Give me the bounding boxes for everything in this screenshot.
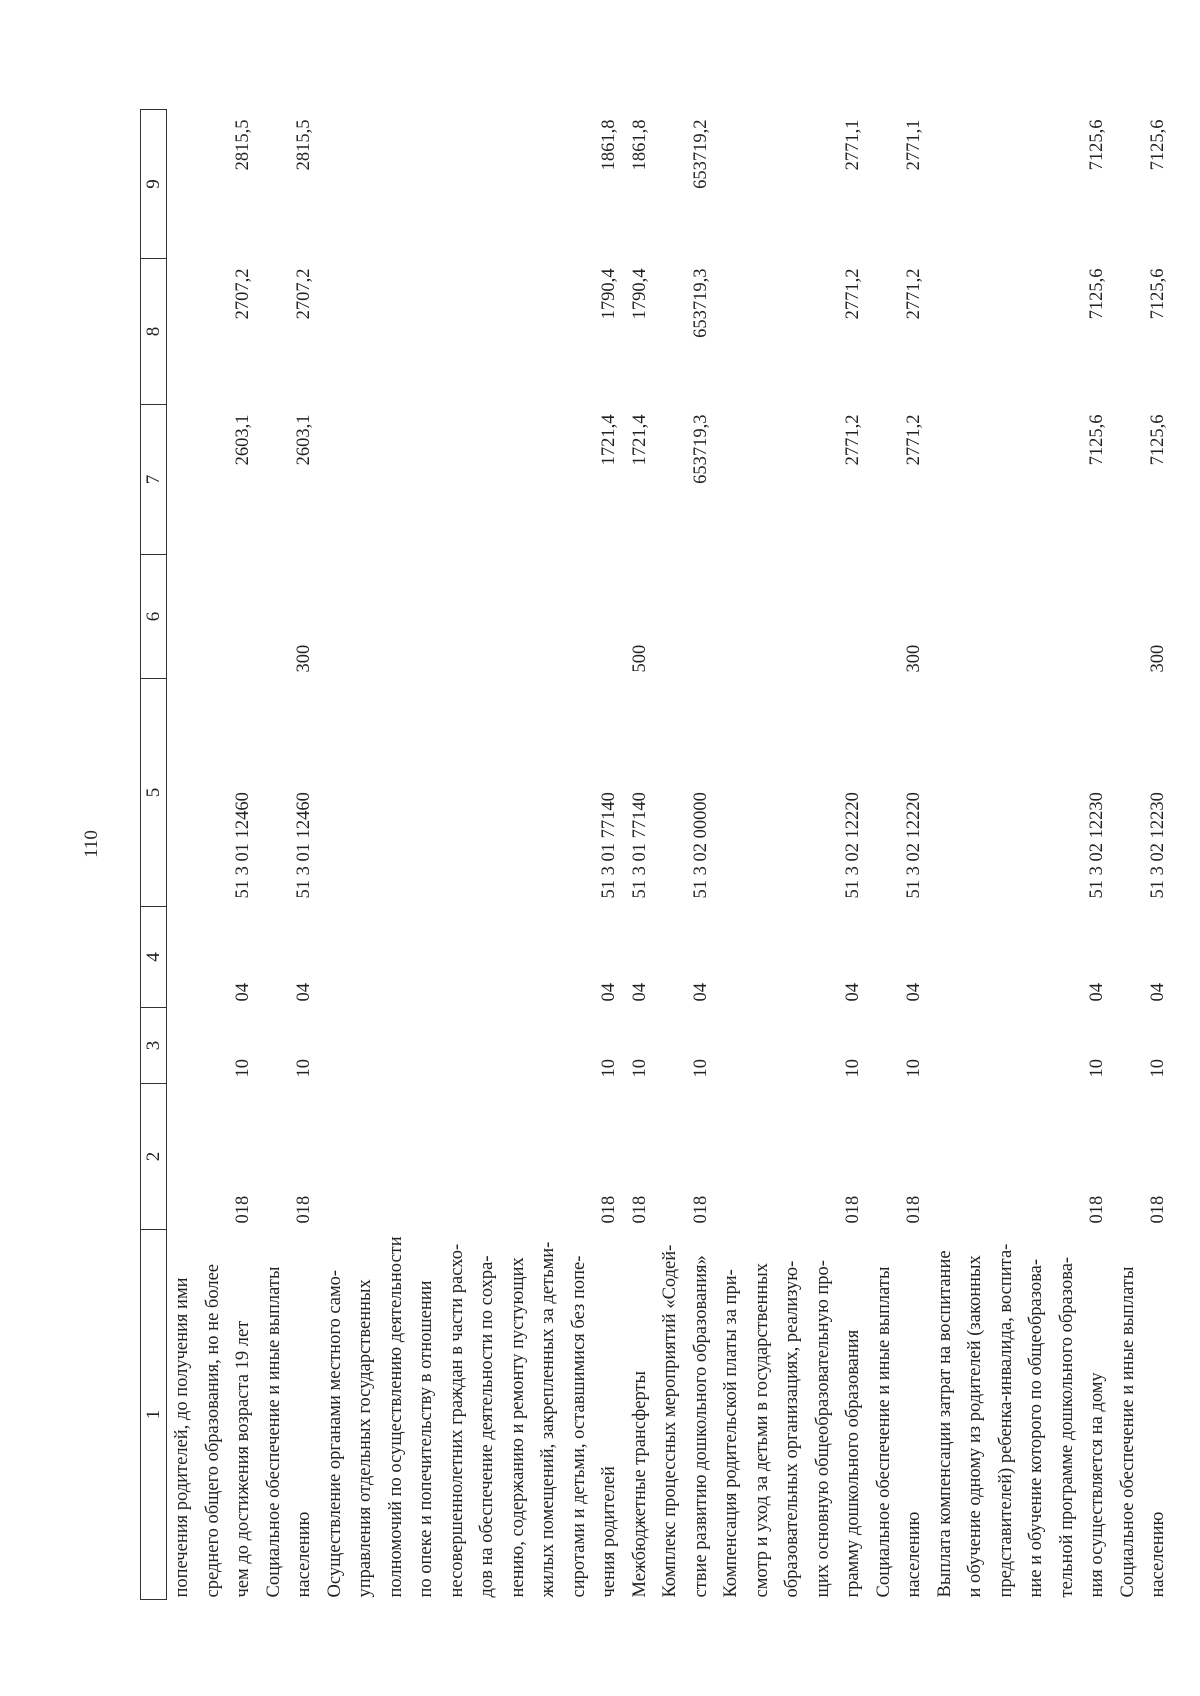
description-line: Социальное обеспечение и иные выплаты bbox=[263, 1266, 284, 1598]
cell-section: 10 bbox=[1087, 1059, 1107, 1078]
cell-target-article: 51 3 01 12460 bbox=[233, 792, 253, 899]
cell-section: 10 bbox=[1148, 1059, 1168, 1078]
cell-year-3: 1861,8 bbox=[599, 119, 619, 171]
header-row bbox=[141, 110, 167, 1600]
cell-section: 10 bbox=[599, 1059, 619, 1078]
cell-year-1: 7125,6 bbox=[1148, 414, 1168, 466]
cell-subsection: 04 bbox=[1148, 983, 1168, 1002]
cell-description bbox=[167, 1230, 259, 1600]
cell-expense-type: 300 bbox=[904, 644, 924, 673]
table-row bbox=[167, 110, 259, 1600]
cell-year-1: 7125,6 bbox=[1087, 414, 1107, 466]
cell-expense-type bbox=[655, 555, 716, 679]
cell-description bbox=[655, 1230, 716, 1600]
description-line: попечения родителей, до получения ими bbox=[172, 1277, 192, 1598]
cell-year-1: 2603,1 bbox=[294, 414, 314, 466]
cell-section: 10 bbox=[294, 1059, 314, 1078]
description-line: полномочий по осуществлению деятельности bbox=[385, 1236, 406, 1598]
table-row bbox=[655, 110, 716, 1600]
cell-description bbox=[716, 1230, 869, 1600]
cell-year-2: 2771,2 bbox=[843, 268, 863, 320]
cell-target-article: 51 3 02 12220 bbox=[843, 792, 863, 899]
cell-year-3: 2815,5 bbox=[294, 119, 314, 171]
header-col-7: 7 bbox=[141, 405, 167, 555]
cell-description bbox=[930, 1230, 1113, 1600]
rotated-table-container bbox=[140, 110, 1168, 1600]
description-line: по опеке и попечительству в отношении bbox=[416, 1280, 436, 1598]
cell-subsection: 04 bbox=[294, 983, 314, 1002]
cell-year-1: 1721,4 bbox=[629, 414, 650, 466]
cell-target-article: 51 3 02 00000 bbox=[690, 792, 711, 899]
description-line: нению, содержанию и ремонту пустующих bbox=[507, 1257, 528, 1598]
description-line: чем до достижения возраста 19 лет bbox=[233, 1320, 253, 1598]
cell-section: 10 bbox=[629, 1059, 650, 1078]
cell-target-article: 51 3 01 77140 bbox=[599, 792, 619, 899]
cell-section: 10 bbox=[233, 1059, 253, 1078]
description-line: Выплата компенсации затрат на воспитание bbox=[934, 1250, 955, 1598]
header-col-8: 8 bbox=[141, 259, 167, 405]
cell-admin-code: 018 bbox=[294, 1195, 314, 1224]
cell-target-article: 51 3 01 12460 bbox=[294, 792, 314, 899]
cell-subsection: 04 bbox=[904, 983, 924, 1002]
cell-admin-code: 018 bbox=[629, 1195, 650, 1224]
cell-expense-type: 500 bbox=[629, 644, 650, 673]
header-col-2: 2 bbox=[141, 1084, 167, 1230]
description-line: жилых помещений, закрепленных за детьми- bbox=[538, 1241, 558, 1598]
description-line: и обучение одному из родителей (законных bbox=[965, 1255, 985, 1598]
budget-table bbox=[140, 109, 1174, 1600]
cell-year-2: 1790,4 bbox=[599, 268, 619, 320]
cell-subsection: 04 bbox=[690, 983, 711, 1002]
cell-admin-code: 018 bbox=[1087, 1195, 1107, 1224]
description-line: населению bbox=[294, 1511, 314, 1598]
description-line: ние и обучение которого по общеобразова- bbox=[1026, 1258, 1046, 1598]
description-line: Компенсация родительской платы за при- bbox=[721, 1269, 741, 1598]
cell-year-2: 2771,2 bbox=[904, 268, 924, 320]
header-col-1: 1 bbox=[141, 1230, 167, 1600]
description-line: представителей) ребенка-инвалида, воспита- bbox=[995, 1243, 1016, 1598]
table-row bbox=[930, 110, 1113, 1600]
cell-subsection: 04 bbox=[629, 983, 650, 1002]
header-col-6: 6 bbox=[141, 555, 167, 679]
description-line: среднего общего образования, но не более bbox=[202, 1264, 223, 1598]
description-line: ствие развитию дошкольного образования» bbox=[690, 1255, 711, 1598]
cell-expense-type bbox=[930, 555, 1113, 679]
description-line: чения родителей bbox=[599, 1466, 619, 1598]
cell-subsection: 04 bbox=[599, 983, 619, 1002]
cell-year-1: 653719,3 bbox=[690, 414, 711, 484]
cell-year-1: 2603,1 bbox=[233, 414, 253, 466]
table-row bbox=[625, 110, 656, 1600]
header-col-4: 4 bbox=[141, 907, 167, 1008]
header-col-3: 3 bbox=[141, 1008, 167, 1084]
cell-year-3: 2815,5 bbox=[233, 119, 253, 171]
cell-target-article: 51 3 02 12230 bbox=[1087, 792, 1107, 899]
table-row bbox=[320, 110, 625, 1600]
cell-expense-type bbox=[320, 555, 625, 679]
description-line: Комплекс процессных мероприятий «Содей- bbox=[660, 1244, 680, 1598]
description-line: управления отдельных государственных bbox=[355, 1279, 375, 1598]
cell-subsection: 04 bbox=[233, 983, 253, 1002]
description-line: дов на обеспечение деятельности по сохра- bbox=[477, 1255, 497, 1598]
table-row bbox=[1113, 110, 1174, 1600]
cell-year-3: 2771,1 bbox=[843, 119, 863, 171]
cell-year-2: 7125,6 bbox=[1148, 268, 1168, 320]
cell-admin-code: 018 bbox=[690, 1195, 711, 1224]
cell-subsection: 04 bbox=[1087, 983, 1107, 1002]
cell-section: 10 bbox=[690, 1059, 711, 1078]
cell-year-2: 7125,6 bbox=[1087, 268, 1107, 320]
cell-year-3: 2771,1 bbox=[904, 119, 924, 171]
cell-expense-type bbox=[167, 555, 259, 679]
cell-year-3: 653719,2 bbox=[690, 119, 711, 189]
cell-admin-code: 018 bbox=[233, 1195, 253, 1224]
table-row bbox=[716, 110, 869, 1600]
cell-admin-code: 018 bbox=[1148, 1195, 1168, 1224]
description-line: щих основную общеобразовательную про- bbox=[812, 1260, 833, 1598]
table-body bbox=[167, 110, 1174, 1600]
cell-year-1: 2771,2 bbox=[843, 414, 863, 466]
cell-year-2: 2707,2 bbox=[233, 268, 253, 320]
page-number: 110 bbox=[81, 830, 102, 858]
description-line: Социальное обеспечение и иные выплаты bbox=[873, 1266, 894, 1598]
cell-year-3: 7125,6 bbox=[1148, 119, 1168, 171]
cell-section: 10 bbox=[904, 1059, 924, 1078]
cell-year-2: 2707,2 bbox=[294, 268, 314, 320]
description-line: несовершеннолетних граждан в части расхо- bbox=[446, 1243, 467, 1598]
cell-year-2: 1790,4 bbox=[629, 268, 650, 320]
table-row bbox=[259, 110, 320, 1600]
description-line: населению bbox=[904, 1511, 924, 1598]
cell-year-3: 1861,8 bbox=[629, 119, 650, 171]
cell-admin-code: 018 bbox=[599, 1195, 619, 1224]
description-line: образовательных организациях, реализую- bbox=[782, 1260, 802, 1598]
cell-description bbox=[259, 1230, 320, 1600]
cell-expense-type: 300 bbox=[294, 644, 314, 673]
description-line: ния осуществляется на дому bbox=[1087, 1372, 1107, 1598]
cell-year-3: 7125,6 bbox=[1087, 119, 1107, 171]
cell-admin-code: 018 bbox=[843, 1195, 863, 1224]
cell-year-1: 2771,2 bbox=[904, 414, 924, 466]
cell-target-article: 51 3 02 12220 bbox=[904, 792, 924, 899]
cell-admin-code: 018 bbox=[904, 1195, 924, 1224]
table-row bbox=[869, 110, 930, 1600]
description-line: грамму дошкольного образования bbox=[843, 1329, 863, 1598]
description-line: тельной программе дошкольного образова- bbox=[1056, 1256, 1077, 1598]
cell-section: 10 bbox=[843, 1059, 863, 1078]
cell-description bbox=[625, 1230, 656, 1600]
description-line: смотр и уход за детьми в государственных bbox=[751, 1263, 772, 1598]
cell-subsection: 04 bbox=[843, 983, 863, 1002]
cell-target-article: 51 3 01 77140 bbox=[629, 792, 650, 899]
cell-expense-type bbox=[716, 555, 869, 679]
cell-description bbox=[1113, 1230, 1174, 1600]
cell-year-2: 653719,3 bbox=[690, 268, 711, 338]
description-line: Межбюджетные трансферты bbox=[629, 1371, 650, 1598]
cell-expense-type: 300 bbox=[1148, 644, 1168, 673]
description-line: Социальное обеспечение и иные выплаты bbox=[1117, 1266, 1138, 1598]
cell-target-article: 51 3 02 12230 bbox=[1148, 792, 1168, 899]
header-col-9: 9 bbox=[141, 110, 167, 259]
description-line: сиротами и детьми, оставшимися без попе- bbox=[568, 1255, 589, 1598]
header-col-5: 5 bbox=[141, 679, 167, 907]
description-line: Осуществление органами местного само- bbox=[324, 1269, 345, 1598]
cell-description bbox=[869, 1230, 930, 1600]
cell-year-1: 1721,4 bbox=[599, 414, 619, 466]
cell-description bbox=[320, 1230, 625, 1600]
description-line: населению bbox=[1148, 1511, 1168, 1598]
